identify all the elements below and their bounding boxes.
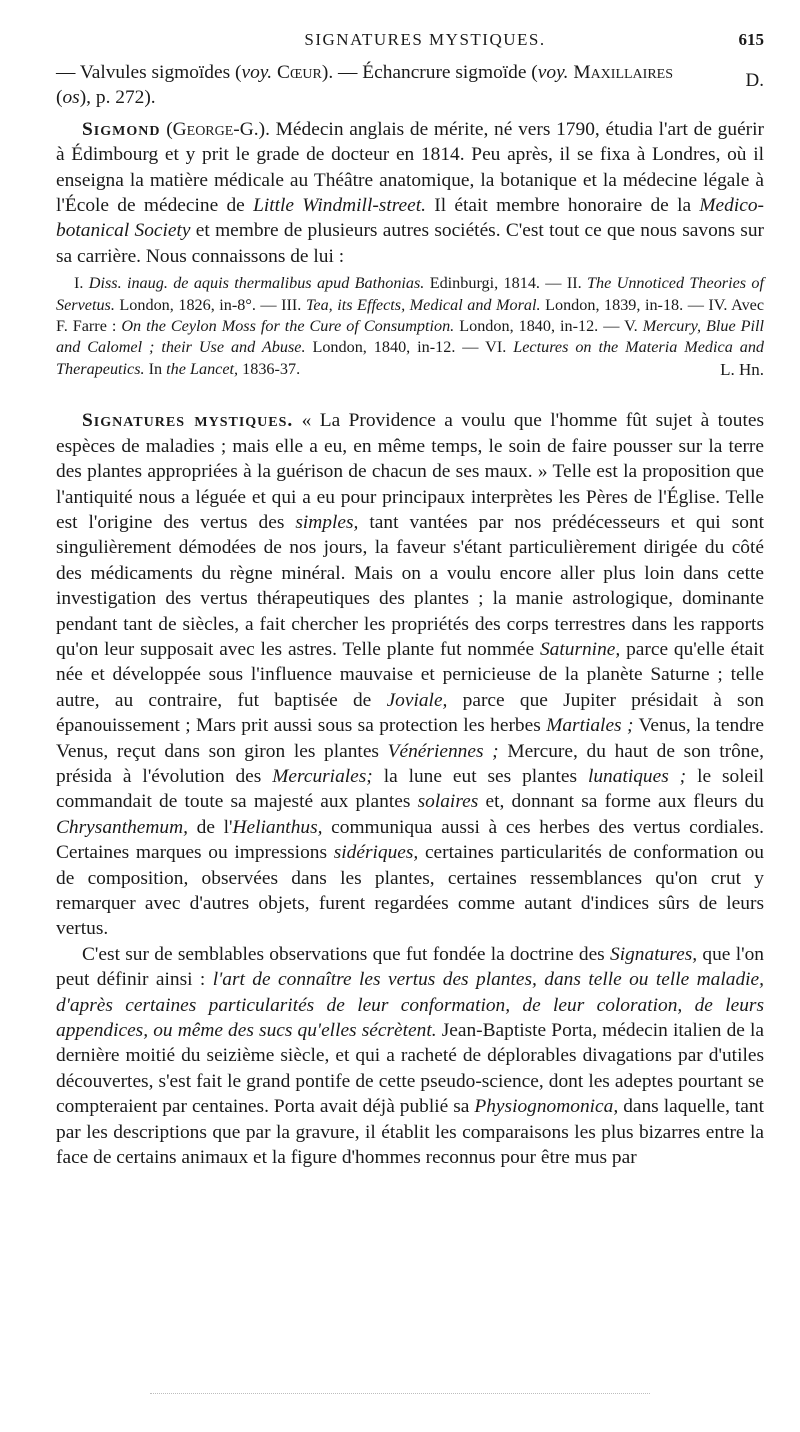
italic-run: Signatures, <box>610 943 698 965</box>
text-run: London, 1840, in-12. — VI. <box>312 338 507 357</box>
italic-run: Vénériennes ; <box>387 740 499 762</box>
paragraph <box>56 408 764 942</box>
text-run: London, 1826, in-8°. — III. <box>119 295 302 314</box>
text-run: parce que Jupiter présidait à son épanouissement ; Mars prit aussi sous sa protection les herbes <box>56 689 764 737</box>
text-run: le soleil commandait de toute sa majesté aux plantes <box>56 765 764 813</box>
entry-signatures-mystiques <box>56 408 764 1170</box>
text-run: la lune eut ses plantes <box>383 765 578 787</box>
italic-run: Medico-botanical Society <box>56 195 764 242</box>
text-run: 1836-37. <box>242 359 301 378</box>
text-run: que l'on peut définir ainsi : <box>56 943 764 991</box>
italic-run: Saturnine, <box>539 638 621 660</box>
text-run: In <box>148 359 163 378</box>
italic-run: Mercury, Blue Pill and Calomel ; their Use and Abuse. <box>56 317 765 357</box>
text-run: — Valvules sigmoïdes ( <box>56 62 242 83</box>
italic-run: Mercuriales; <box>272 765 373 787</box>
author-signature: L. Hn. <box>720 360 764 380</box>
text-run: « La Providence a voulu que l'homme fût sujet à toutes espèces de maladies ; mais elle a eu, en même temps, le soin de faire pousser sur la terre des plantes appropriées à la guérison de chacun de ses maux. » Telle est la proposition que l'antiquité nous a léguée et qui a eu pour principaux interprètes les Pères de l'Église. Telle est l'origine des vertus des <box>56 410 764 533</box>
text-run: Il était membre honoraire de la <box>434 195 692 217</box>
text-run: certaines particularités de conformation ou de composition, observées dans les plantes, certaines ressemblances qu'on crut y remarquer avec d'autres objets, furent regardées comme autant d'indices sûrs de leurs vertus. <box>56 842 764 940</box>
italic-run: Physiognomonica, <box>474 1096 619 1118</box>
page-header <box>56 30 764 60</box>
author-signature: D. <box>745 69 764 91</box>
text-run: de l' <box>196 816 233 838</box>
italic-run: Chrysanthemum, <box>56 816 188 838</box>
text-run: Jean-Baptiste Porta, médecin italien de la dernière moitié du seizième siècle, et qui a racheté de déplorables divagations par d'utiles découvertes, s'est fait le grand pontife de cette pseudo-science, dont les adeptes pourtant se compteraient par centaines. Porta avait déjà publié sa <box>56 1020 764 1118</box>
text-run: tant vantées par nos prédécesseurs et qui sont singulièrement démodées de nos jours, la faveur s'étant particulièrement dirigée du côté des médicaments du règne minéral. Mais on a voulu encore aller plus loin dans cette investigation des vertus thérapeutiques des plantes ; la manie astrologique, dominante pendant tant de siècles, a fait chercher les propriétés des corps terrestres dans les rapports qu'on leur supposait avec les astres. Telle plante fut nommée <box>56 511 764 660</box>
italic-run: Helianthus, <box>232 816 323 838</box>
paragraph <box>56 942 764 1171</box>
text-run: Edinburgi, 1814. — II. <box>429 274 582 293</box>
entry-headword: Sigmond <box>82 118 161 140</box>
text-run: ). — Échancrure sigmoïde ( <box>321 62 538 83</box>
running-title: SIGNATURES MYSTIQUES. <box>304 30 546 49</box>
footer-rule <box>150 1393 650 1394</box>
italic-run: l'art de connaître les vertus des plantes, dans telle ou telle maladie, d'après certaines particularités de leur conformation, de leur coloration, de leurs appendices, ou même des sucs qu'elles sécrètent. <box>56 969 764 1042</box>
italic-run: voy. <box>241 62 273 83</box>
text-run: I. <box>74 274 84 293</box>
text-run: ), p. 272). <box>79 87 156 109</box>
italic-run: the Lancet, <box>166 359 239 378</box>
cross-reference: Cœur <box>277 62 322 83</box>
text-run: London, 1840, in-12. — V. <box>459 317 638 336</box>
entry-headword: Signatures mystiques. <box>82 410 294 432</box>
italic-run: voy. <box>537 62 569 83</box>
italic-run: Tea, its Effects, Medical and Moral. <box>305 295 541 314</box>
entry-sigmond-text <box>56 117 764 269</box>
text-run: et membre de plusieurs autres sociétés. C'est tout ce que nous savons sur sa carrière. Nous connaissons de lui : <box>56 220 764 267</box>
italic-run: Diss. inaug. de aquis thermalibus apud Bathonias. <box>88 274 425 293</box>
italic-run: solaires <box>417 791 479 813</box>
italic-run: simples, <box>295 511 359 533</box>
text-run: ( <box>56 87 63 109</box>
text-run: Médecin anglais de mérite, né vers 1790, étudia l'art de guérir à Édimbourg et y prit le grade de docteur en 1814. Peu après, il se fixa à Londres, où il enseigna la matière médicale au Théâtre anatomique, la botanique et la médecine légale à l'École de médecine de <box>56 118 764 217</box>
italic-run: Martiales ; <box>546 715 634 737</box>
italic-run: Little Windmill-street. <box>253 195 426 217</box>
entry-person-name: (George-G.). <box>166 118 270 140</box>
text-run: Mercure, du haut de son trône, présida à l'évolution des <box>56 740 764 787</box>
italic-run: lunatiques ; <box>587 765 687 787</box>
italic-run: sidériques, <box>333 842 419 864</box>
entry-sigmond <box>56 117 764 380</box>
text-run: et, donnant sa forme aux fleurs du <box>485 791 764 813</box>
text-run: C'est sur de semblables observations que fut fondée la doctrine des <box>82 943 605 965</box>
text-run: communiqua aussi à ces herbes des vertus cordiales. Certaines marques ou impressions <box>56 816 764 864</box>
text-run: Venus, la tendre Venus, reçut dans son giron les plantes <box>56 715 764 762</box>
italic-run: Joviale, <box>386 689 448 711</box>
text-run: dans laquelle, tant par les descriptions que par la gravure, il établit les comparaisons les plus bizarres entre la face de certains animaux et la figure d'hommes reconnus pour être mus par <box>56 1096 764 1169</box>
italic-run: The Unnoticed Theories of Servetus. <box>56 274 764 314</box>
text-run: London, 1839, in-18. — IV. Avec F. Farre : <box>56 295 765 336</box>
entry-valvules <box>56 60 764 109</box>
italic-run: On the Ceylon Moss for the Cure of Consumption. <box>121 317 455 336</box>
page-number: 615 <box>738 30 764 49</box>
italic-run: Lectures on the Materia Medica and Therapeutics. <box>56 338 765 378</box>
italic-run: os <box>62 87 80 109</box>
cross-reference: Maxillaires <box>573 62 674 83</box>
text-run: parce qu'elle était née et développée sous l'influence mauvaise et pernicieuse de la planète Saturne ; telle autre, au contraire, fut baptisée de <box>56 638 764 711</box>
